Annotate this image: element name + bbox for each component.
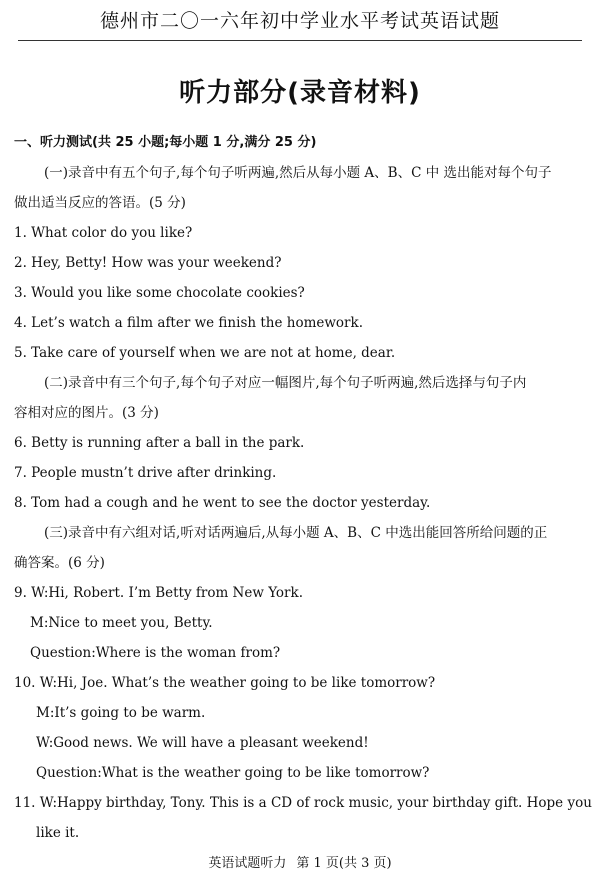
page-footer: [0, 852, 600, 871]
question-10-woman: 10. W:Hi, Joe. What’s the weather going to be like tomorrow?: [14, 675, 436, 691]
instruction-3-line-2: 确答案。(6 分): [14, 555, 105, 571]
instruction-2-line-1: (二)录音中有三个句子,每个句子对应一幅图片,每个句子听两遍,然后选择与句子内: [44, 375, 527, 391]
title-divider: [18, 40, 582, 41]
question-3: 3. Would you like some chocolate cookies?: [14, 285, 305, 301]
question-9-man: M:Nice to meet you, Betty.: [30, 615, 213, 631]
exam-title: 德州市二〇一六年初中学业水平考试英语试题: [99, 10, 500, 32]
question-11-woman: 11. W:Happy birthday, Tony. This is a CD of rock music, your birthday gift. Hope you: [14, 795, 592, 811]
question-10-man: M:It’s going to be warm.: [36, 705, 206, 721]
question-10-woman-2: W:Good news. We will have a pleasant weekend!: [36, 735, 369, 751]
question-8: 8. Tom had a cough and he went to see the doctor yesterday.: [14, 495, 431, 511]
part-heading: 一、听力测试(共 25 小题;每小题 1 分,满分 25 分): [14, 135, 317, 150]
instruction-1-line-2: 做出适当反应的答语。(5 分): [14, 195, 186, 211]
instruction-2-line-2: 容相对应的图片。(3 分): [14, 405, 159, 421]
instruction-1-line-1: (一)录音中有五个句子,每个句子听两遍,然后从每小题 A、B、C 中 选出能对每个句子: [44, 165, 552, 181]
footer-subject: 英语试题听力: [208, 856, 287, 871]
question-7: 7. People mustn’t drive after drinking.: [14, 465, 277, 481]
section-title: 听力部分(录音材料): [179, 78, 421, 108]
question-9-question: Question:Where is the woman from?: [30, 645, 281, 661]
question-10-question: Question:What is the weather going to be like tomorrow?: [36, 765, 430, 781]
question-11-woman-continued: like it.: [36, 825, 80, 841]
question-2: 2. Hey, Betty! How was your weekend?: [14, 255, 282, 271]
question-5: 5. Take care of yourself when we are not at home, dear.: [14, 345, 396, 361]
question-9-woman: 9. W:Hi, Robert. I’m Betty from New York.: [14, 585, 303, 601]
question-1: 1. What color do you like?: [14, 225, 193, 241]
footer-page-number: 第 1 页(共 3 页): [296, 856, 392, 871]
question-6: 6. Betty is running after a ball in the park.: [14, 435, 305, 451]
instruction-3-line-1: (三)录音中有六组对话,听对话两遍后,从每小题 A、B、C 中选出能回答所给问题的正: [44, 525, 548, 541]
question-4: 4. Let’s watch a film after we finish the homework.: [14, 315, 363, 331]
